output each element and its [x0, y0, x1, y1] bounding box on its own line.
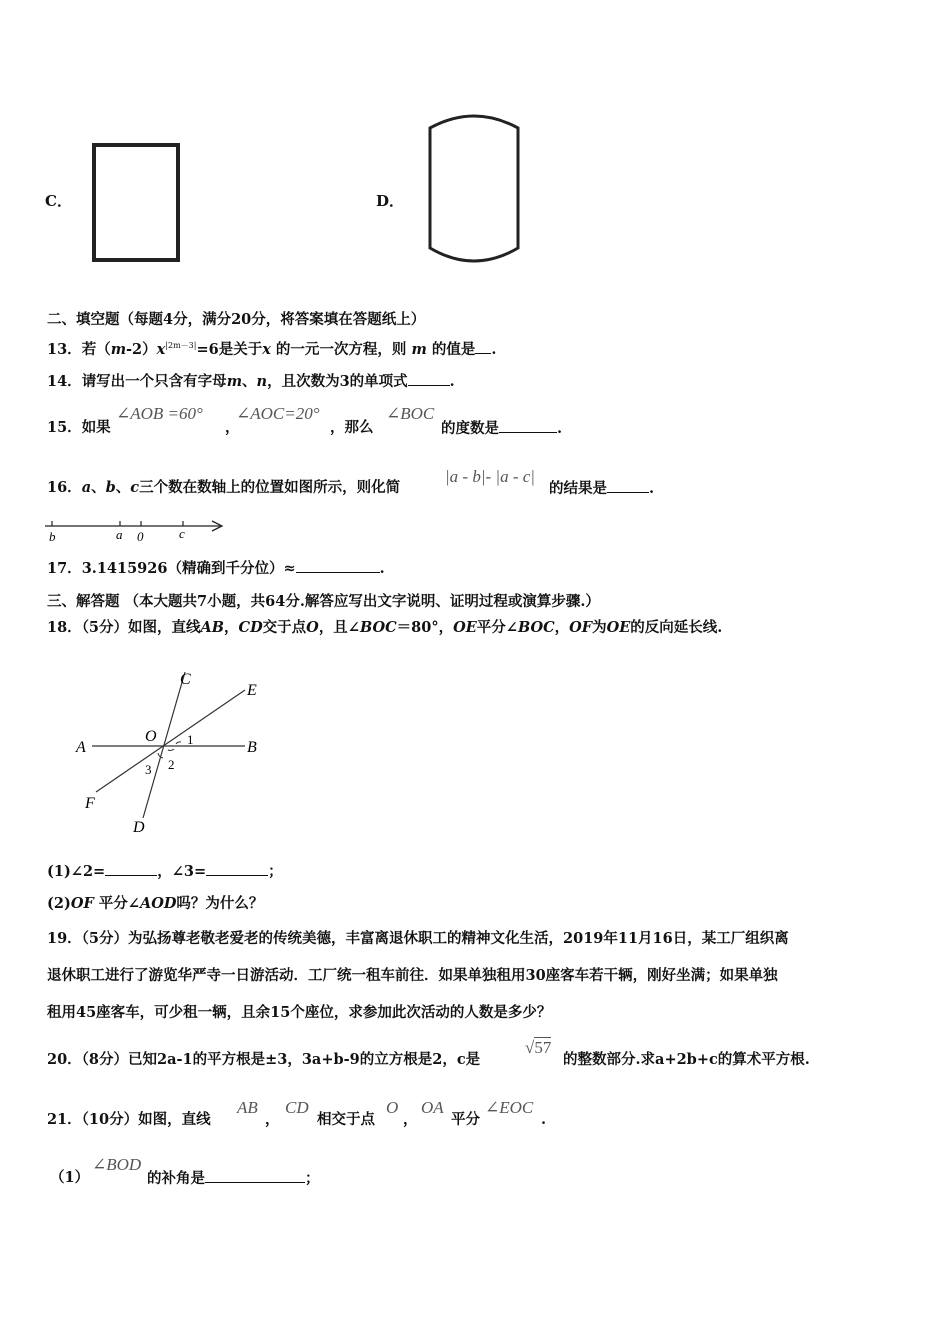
q16-text: 、 [115, 479, 131, 496]
q18-var: AB [200, 619, 225, 636]
q14-end: . [449, 373, 455, 390]
fig-label-d: D [133, 819, 145, 836]
q18-text: （5分）如图，直线 [81, 619, 201, 636]
q15-angle-boc: ∠BOC [386, 404, 435, 423]
fig-label-b: B [247, 739, 257, 756]
q21-cd: CD [285, 1098, 309, 1117]
q13-num: 13． [47, 340, 82, 358]
q13-text: -2） [126, 340, 157, 358]
q18-part2-var: AOD [139, 895, 177, 912]
answer-blank[interactable] [296, 558, 380, 573]
answer-blank[interactable] [408, 371, 450, 386]
q14-var: m [226, 373, 243, 390]
q21-ab: AB [237, 1098, 258, 1117]
q14-var: n [256, 373, 268, 390]
q17-text: 3.1415926（精确到千分位）≈ [81, 560, 296, 577]
q18-text: 为 [592, 619, 607, 636]
q18-text: 平分∠ [476, 619, 518, 636]
fig-label-o: O [145, 728, 157, 745]
q18-text: ，且∠ [318, 619, 360, 636]
q14-text: 、 [242, 373, 257, 390]
q21-comma: ， [403, 1111, 418, 1128]
q16-text: 三个数在数轴上的位置如图所示，则化简 [139, 479, 401, 496]
answer-blank[interactable] [205, 1168, 305, 1183]
q21-text: 相交于点 [317, 1111, 375, 1128]
question-19-line2: 退休职工进行了游览华严寺一日游活动．工厂统一租车前往．如果单独租用30座客车若干辆，刚好坐满；如果单独 [47, 967, 778, 984]
question-19-line1: 19．（5分）为弘扬尊老敬老爱老的传统美德，丰富离退休职工的精神文化生活，2019年11月16日，某工厂组织离 [47, 930, 789, 947]
fig-label-e: E [247, 682, 257, 699]
q18-text: ， [554, 619, 570, 636]
q18-var: OE [606, 619, 631, 636]
answer-blank[interactable] [499, 418, 557, 433]
answer-blank[interactable] [475, 339, 491, 354]
q14-text: ，且次数为3的单项式 [267, 373, 408, 390]
question-16 [47, 478, 400, 498]
q18-figure [70, 662, 280, 838]
q13-text: 的值是 [426, 340, 476, 358]
q21-text: 平分 [451, 1111, 480, 1128]
fig-label-f: F [85, 795, 95, 812]
q17-end: . [379, 560, 385, 577]
q15-text: 如果 [81, 419, 111, 436]
q15-angle-aoc: ∠AOC=20° [236, 404, 320, 423]
answer-blank[interactable] [206, 861, 268, 876]
q13-var: m [411, 340, 427, 358]
q16-num: 16． [47, 479, 82, 496]
q18-var: CD [238, 619, 263, 636]
section3-heading: 三、解答题 （本大题共7小题，共64分.解答应写出文字说明、证明过程或演算步骤.） [47, 593, 600, 610]
option-c-label: C． [45, 192, 72, 210]
q18-text: 的反向延长线. [630, 619, 723, 636]
q21-comma: ， [265, 1111, 280, 1128]
question-17 [47, 558, 385, 579]
section2-heading: 二、填空题（每题4分，满分20分，将答案填在答题纸上） [47, 311, 426, 328]
q21-end: . [541, 1111, 547, 1128]
q20-sqrt: √57 [525, 1038, 552, 1057]
fig-label-1: 1 [187, 732, 194, 747]
q18-part1-end: ； [268, 863, 283, 880]
question-21: 21．（10分）如图，直线 [47, 1111, 211, 1128]
q21-eoc: ∠EOC [485, 1098, 534, 1117]
q18-part2-var: OF [70, 895, 94, 912]
number-line [40, 512, 230, 544]
q18-num: 18． [47, 619, 82, 636]
fig-label-3: 3 [145, 762, 152, 777]
q18-var: BOC [517, 619, 555, 636]
q18-part2-text: (2) [47, 895, 71, 912]
q18-part2 [47, 894, 263, 914]
option-d-label: D． [376, 192, 405, 210]
q13-var: x [156, 340, 166, 358]
q18-part1 [47, 861, 283, 882]
answer-blank[interactable] [105, 861, 157, 876]
question-13 [47, 336, 496, 360]
q16-end: . [649, 480, 655, 497]
numberline-label-c: c [179, 526, 185, 541]
fig-label-a: A [76, 739, 86, 756]
q16-tail [549, 478, 654, 499]
numberline-label-b: b [49, 529, 56, 544]
q16-var: c [130, 479, 140, 496]
question-14 [47, 371, 455, 392]
question-20-tail: 的整数部分.求a+2b+c的算术平方根. [563, 1051, 810, 1068]
q21-part1-label: （1） [50, 1169, 90, 1186]
q16-text: 的结果是 [549, 480, 607, 497]
answer-blank[interactable] [607, 478, 649, 493]
numberline-label-a: a [116, 527, 123, 542]
q13-exponent: |2m－3| [165, 341, 197, 350]
q16-text: 、 [91, 479, 106, 496]
q15-text: 的度数是 [441, 420, 499, 437]
q18-part1-text: (1)∠2= [47, 863, 106, 880]
q15-text: ，那么 [330, 419, 374, 436]
option-c-rectangle [88, 140, 184, 266]
q15-angle-aob: ∠AOB =60° [116, 404, 203, 423]
q18-part2-text: 平分∠ [93, 895, 140, 912]
q18-part1-text: ，∠3= [157, 863, 207, 880]
line-ef [96, 690, 245, 792]
q15-tail [441, 418, 562, 439]
q18-var: O [306, 619, 319, 636]
q18-var: OE [453, 619, 477, 636]
question-18 [47, 618, 722, 638]
q18-text: ， [224, 619, 239, 636]
numberline-label-0: 0 [137, 529, 144, 544]
q13-var: m [110, 340, 127, 358]
q21-oa: OA [421, 1098, 444, 1117]
question-19-line3: 租用45座客车，可少租一辆，且余15个座位，求参加此次活动的人数是多少？ [47, 1004, 552, 1021]
q14-num: 14． [47, 373, 82, 390]
question-20: 20．（8分）已知2a-1的平方根是±3，3a+b-9的立方根是2，c是 [47, 1051, 481, 1068]
fig-label-2: 2 [168, 757, 175, 772]
q14-text: 请写出一个只含有字母 [81, 373, 227, 390]
q21-part1-tail [147, 1168, 320, 1189]
q18-text: ＝80°， [396, 619, 454, 636]
q16-var: a [81, 479, 92, 496]
q21-o: O [386, 1098, 399, 1117]
q15-comma: ， [225, 419, 240, 436]
q21-part1-text: 的补角是 [147, 1170, 205, 1187]
q16-expression: |a - b|- |a - c| [445, 467, 535, 486]
q13-text: 的一元一次方程，则 [270, 340, 412, 358]
q18-var: BOC [359, 619, 397, 636]
q13-text: =6是关于 [196, 340, 263, 358]
q21-part1-end: ； [305, 1170, 320, 1187]
question-15 [47, 418, 111, 438]
q21-part1-angle: ∠BOD [92, 1155, 142, 1174]
q18-part2-text: 吗？为什么？ [176, 895, 264, 912]
q15-end: . [557, 420, 563, 437]
fig-label-c: C [180, 671, 191, 688]
q18-text: 交于点 [262, 619, 307, 636]
option-d-shape [422, 110, 526, 270]
q15-num: 15． [47, 419, 82, 436]
q17-num: 17． [47, 560, 82, 577]
q18-var: OF [569, 619, 593, 636]
q20-sqrt-value: 57 [534, 1038, 552, 1057]
q13-text: 若（ [81, 340, 111, 358]
q16-var: b [105, 479, 116, 496]
q13-var: x [262, 340, 271, 358]
q13-end: . [491, 340, 497, 358]
